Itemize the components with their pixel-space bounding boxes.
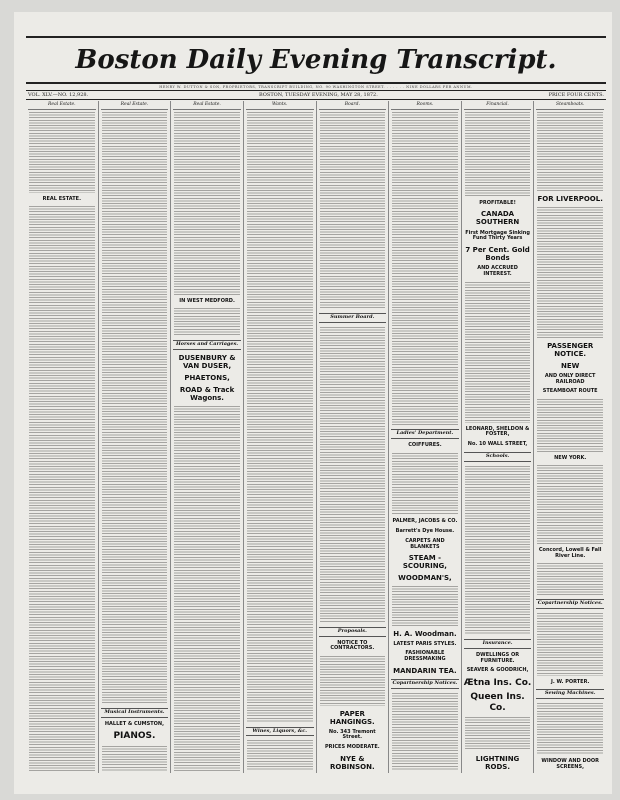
text-block [102,746,168,771]
column-header: Real Estate. [101,101,169,110]
ad-heading: LEONARD, SHELDON & FOSTER, [465,425,530,438]
ad-heading: MANDARIN TEA. [393,666,457,675]
ad-heading: SEAVER & GOODRICH, [466,667,529,674]
text-block [392,453,458,516]
ad-heading: First Mortgage Sinking Fund Thirty Years [465,229,530,242]
text-block [537,703,603,755]
masthead-rule [26,82,606,84]
ad-heading: Ætna Ins. Co. [463,678,532,688]
ad-heading: NEW [561,361,580,370]
section-heading: Insurance. [464,639,532,649]
text-block [29,206,95,771]
ad-heading: No. 10 WALL STREET, [467,441,528,448]
ad-heading: CARPETS AND BLANKETS [405,537,445,550]
ad-heading: Barrett's Dye House. [395,528,455,535]
column-header: Rooms. [391,101,459,110]
column-header: Wants. [246,101,314,110]
ad-heading: Concord, Lowell & Fall River Line. [538,546,602,559]
section-heading: Wines, Liquors, &c. [246,727,314,737]
column-board [317,101,390,773]
ad-heading: COIFFURES. [408,441,442,448]
ad-heading: PASSENGER NOTICE. [547,341,594,358]
section-heading: Schools. [464,452,532,462]
section-heading: Copartnership Notices. [536,599,604,609]
ad-heading: PHAETONS, [184,373,230,382]
ad-heading: PRICES MODERATE. [324,744,380,751]
text-block [465,466,531,635]
ad-heading: WOODMAN'S, [398,574,452,583]
ad-heading: IN WEST MEDFORD. [179,297,235,304]
text-block [174,112,240,295]
section-heading: Copartnership Notices. [391,679,459,689]
ad-heading: DWELLINGS OR FURNITURE. [476,651,520,664]
text-block [392,693,458,771]
text-block [392,586,458,625]
masthead-title: Boston Daily Evening Transcript. [75,45,557,75]
ad-heading: NYE & ROBINSON. [329,754,375,771]
section-heading: Sewing Machines. [536,689,604,699]
text-block [465,282,531,423]
column-rooms [389,101,462,773]
text-block [537,207,603,338]
ad-heading: CANADA SOUTHERN [475,210,520,227]
ad-heading: DUSENBURY & VAN DUSER, [178,353,236,370]
ad-heading: NOTICE TO CONTRACTORS. [330,639,375,652]
text-block [29,112,95,193]
ad-heading: PALMER, JACOBS & CO. [392,518,458,525]
column-real-estate-1 [26,101,99,773]
publisher-line: HENRY W. DUTTON & SON, PROPRIETORS, TRANSCRIPT BUILDING, NO. 90 WASHINGTON STREET. . . . . . . NINE DOLLARS PER ANNUM. [159,85,473,89]
column-header: Real Estate. [173,101,241,110]
ad-heading: Queen Ins. Co. [470,692,525,713]
section-heading: Summer Board. [319,313,387,323]
dateline: BOSTON, TUESDAY EVENING, MAY 28, 1872. [259,92,378,98]
text-block [320,112,386,309]
ad-heading: 7 Per Cent. Gold Bonds [465,246,530,263]
ad-heading: NEW YORK. [554,454,587,461]
text-block [392,112,458,425]
top-rule [26,36,606,38]
section-heading: Proposals. [319,627,387,637]
ad-heading: LATEST PARIS STYLES. [393,640,457,647]
ad-heading: WINDOW AND DOOR SCREENS, [541,758,600,771]
column-real-estate-3 [171,101,244,773]
meta-rule-top [26,90,606,91]
column-header: Steamboats. [536,101,604,110]
column-steamboats [534,101,606,773]
text-block [102,112,168,704]
text-block [537,112,603,191]
text-block [465,717,531,751]
column-wants [244,101,317,773]
text-block [320,656,386,705]
column-header: Real Estate. [28,101,96,110]
section-heading: Musical Instruments. [101,708,169,718]
price: PRICE FOUR CENTS. [548,92,604,98]
ad-heading: PIANOS. [113,731,156,742]
text-block [174,308,240,335]
text-block [537,563,603,594]
volume-number: VOL. XLV.—NO. 12,928. [28,92,89,98]
meta-rule-bottom [26,99,606,100]
text-block [174,406,240,771]
dateline-bar [28,92,604,98]
text-block [537,465,603,544]
column-header: Financial. [464,101,532,110]
ad-heading: STEAM - SCOURING, [402,554,447,571]
ad-heading: STEAMBOAT ROUTE [542,388,598,395]
ad-heading: REAL ESTATE. [42,195,81,202]
ad-heading: No. 343 Tremont Street. [328,728,376,741]
ad-heading: FASHIONABLE DRESSMAKING [404,650,446,663]
ad-heading: AND ONLY DIRECT RAILROAD [544,372,596,385]
column-header: Board. [319,101,387,110]
ad-heading: PAPER HANGINGS. [329,709,375,726]
text-block [465,112,531,197]
ad-heading: PROFITABLE! [479,199,516,206]
columns [26,101,606,773]
text-block [320,327,386,623]
column-real-estate-2 [99,101,172,773]
column-financial [462,101,535,773]
ad-heading: HALLET & CUMSTON, [104,720,165,727]
text-block [537,613,603,676]
text-block [247,740,313,771]
text-block [537,399,603,451]
ad-heading: H. A. Woodman. [393,629,457,638]
ad-heading: J. W. PORTER. [550,678,590,685]
ad-heading: AND ACCRUED INTEREST. [477,265,518,277]
section-heading: Ladies' Department. [391,429,459,439]
section-heading: Horses and Carriages. [173,340,241,350]
ad-heading: LIGHTNING RODS. [475,754,520,771]
text-block [247,112,313,723]
ad-heading: ROAD & Track Wagons. [179,385,235,402]
ad-heading: FOR LIVERPOOL. [537,194,603,203]
